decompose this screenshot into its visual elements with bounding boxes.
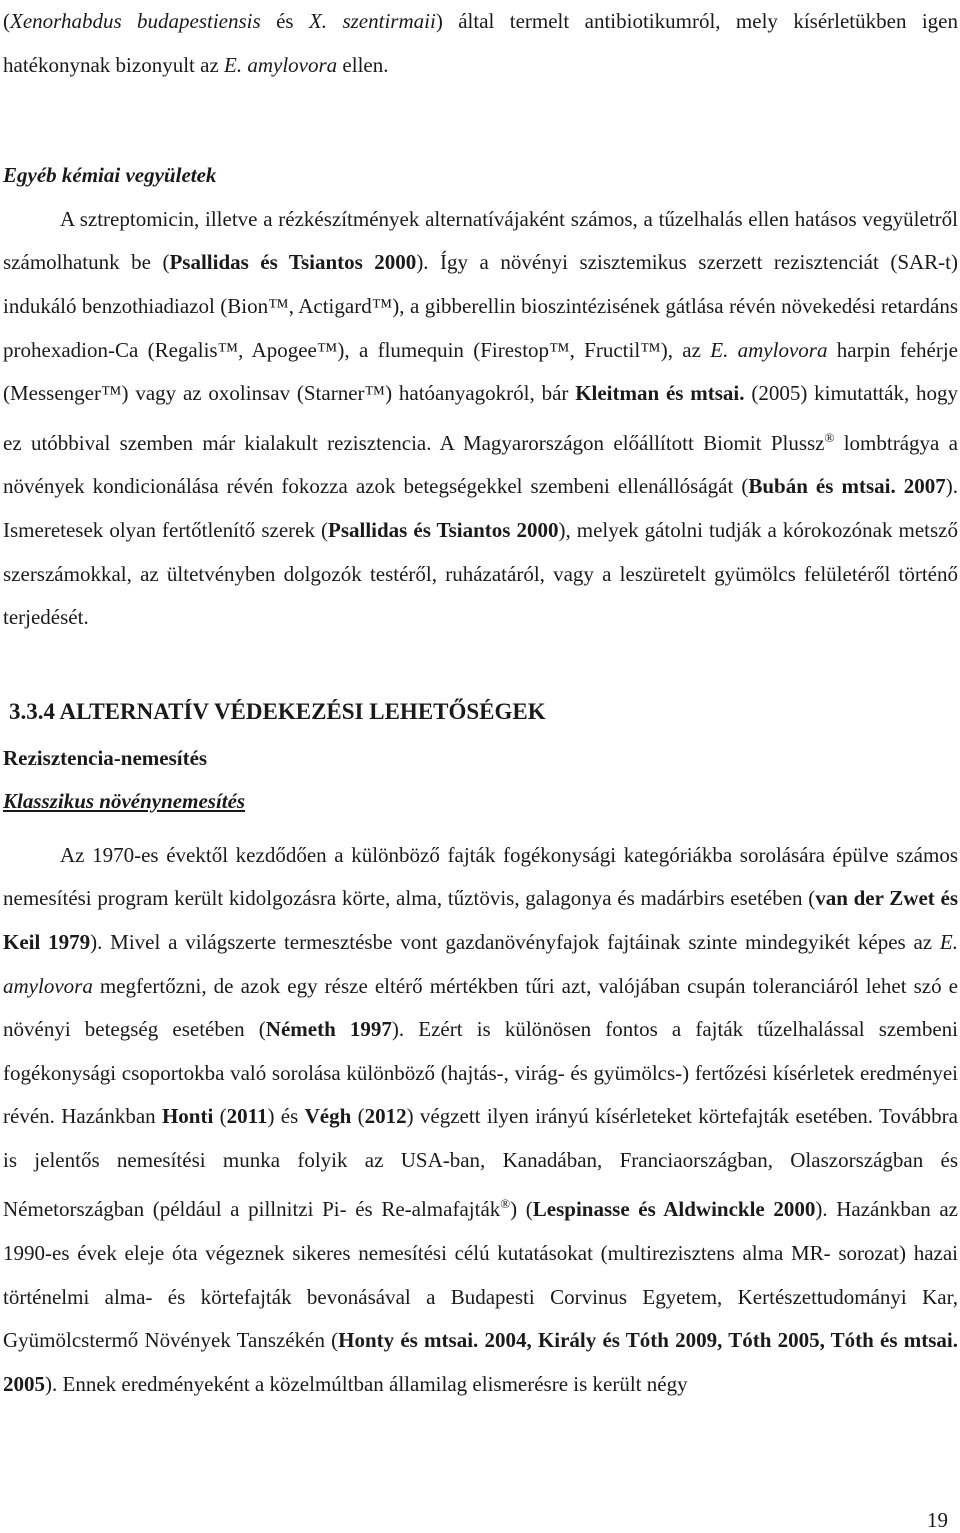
text: ). Ismeretesek olyan fertőtlenítő szerek ( bbox=[3, 474, 958, 542]
citation: Kleitman és mtsai. bbox=[575, 381, 745, 406]
subheading-resistance: Rezisztencia-nemesítés bbox=[3, 745, 208, 770]
text: megfertőzni, de azok egy része eltérő mértékben tűri azt, valójában csupán toleranciáról lehet szó e növényi betegség esetében ( bbox=[3, 973, 958, 1042]
italic-species: E. amylovora bbox=[710, 337, 828, 362]
text: ) végzett ilyen irányú kísérleteket körtefajták esetében. Továbbra is jelentős nemesítési munka folyik az USA-ban, Kanadában, Franciaországban, Olaszországban és Németországban (például a pillnitzi Pi- és Re-almafajták bbox=[3, 1104, 958, 1222]
italic-species: E. amylovora bbox=[224, 52, 338, 77]
citation: Bubán és mtsai. 2007 bbox=[748, 474, 946, 499]
text: lombtrágya a növények kondicionálása révén fokozza azok betegségekkel szembeni ellenállóságát ( bbox=[3, 430, 958, 499]
text: ), melyek gátolni tudják a kórokozónak metsző szerszámokkal, az ültetvényben dolgozók testéről, ruházatáról, vagy a leszüretelt gyümölcs felületéről történő terjedését. bbox=[3, 517, 958, 630]
citation: Németh 1997 bbox=[265, 1017, 392, 1042]
section-heading: 3.3.4 ALTERNATÍV VÉDEKEZÉSI LEHETŐSÉGEK bbox=[9, 698, 546, 724]
text: (2005) kimutatták, hogy ez utóbbival szemben már kialakult rezisztencia. A Magyarországon előállított Biomit Plussz bbox=[3, 381, 958, 455]
text: ellen. bbox=[337, 52, 389, 77]
text: ). Ennek eredményeként a közelmúltban államilag elismerésre is került négy bbox=[45, 1371, 688, 1396]
citation: 2011 bbox=[226, 1104, 268, 1129]
text: ( bbox=[351, 1104, 365, 1129]
document-page bbox=[3, 0, 958, 1406]
text: ). Hazánkban az 1990-es évek eleje óta végeznek sikeres nemesítési célú kutatásokat (multirezisztens alma MR- sorozat) hazai történelmi alma- és körtefajták bevonásával a Budapesti Corvinus Egyetem, Kertészettudományi Kar, Gyümölcstermő Növények Tanszékén ( bbox=[3, 1197, 958, 1353]
paragraph-intro bbox=[3, 0, 958, 87]
text: ). Így a növényi szisztemikus szerzett rezisztenciát (SAR-t) indukáló benzothiadiazol (Bion™, Actigard™), a gibberellin bioszintézisének gátlása révén növekedési retardáns prohexadion-Ca (Regalis™, Apogee™), a flumequin (Firestop™, Fructil™), az bbox=[3, 250, 958, 362]
citation: 2012 bbox=[364, 1104, 407, 1129]
paragraph-breeding bbox=[3, 834, 958, 1407]
text: ) ( bbox=[510, 1197, 533, 1222]
text: harpin fehérje (Messenger™) vagy az oxolinsav (Starner™) hatóanyagokról, bár bbox=[3, 337, 958, 406]
citation: Psallidas és Tsiantos 2000 bbox=[169, 250, 417, 275]
text: és bbox=[260, 9, 309, 33]
subheading-classic-breeding: Klasszikus növénynemesítés bbox=[3, 788, 246, 813]
text: ( bbox=[3, 9, 10, 33]
registered-mark: ® bbox=[824, 429, 835, 445]
text: Az 1970-es évektől kezdődően a különböző fajták fogékonysági kategóriákba sorolására épülve számos nemesítési program került kidolgozásra körte, alma, tűztövis, galagonya és madárbirs esetében ( bbox=[3, 842, 958, 911]
text: ). Ezért is különösen fontos a fajták tűzelhalással szembeni fogékonysági csoportokba való sorolása különböző (hajtás-, virág- és gyümölcs-) fertőzési kísérletek eredményei révén. Hazánkban bbox=[3, 1017, 958, 1129]
text: ) által termelt antibiotikumról, mely kísérletükben igen hatékonynak bizonyult az bbox=[3, 9, 959, 77]
citation: Psallidas és Tsiantos 2000 bbox=[328, 517, 559, 542]
citation: Lespinasse és Aldwinckle 2000 bbox=[532, 1197, 816, 1222]
citation: Végh bbox=[304, 1104, 352, 1129]
italic-species: Xenorhabdus budapestiensis bbox=[10, 9, 261, 33]
text: A sztreptomicin, illetve a rézkészítmények alternatívájaként számos, a tűzelhalás ellen hatásos vegyületről számolhatunk be ( bbox=[3, 206, 958, 275]
citation: Honty és mtsai. 2004, Király és Tóth 2009, Tóth 2005, Tóth és mtsai. 2005 bbox=[3, 1328, 958, 1396]
citation: van der Zwet és Keil 1979 bbox=[3, 886, 958, 954]
italic-species: E. amylovora bbox=[3, 929, 958, 998]
page-number: 19 bbox=[927, 1508, 948, 1532]
text: ). Mivel a világszerte termesztésbe vont gazdanövényfajok fajtáinak szinte mindegyikét képes az bbox=[90, 929, 940, 954]
text: ( bbox=[213, 1104, 227, 1129]
citation: Honti bbox=[161, 1104, 214, 1129]
registered-mark: ® bbox=[500, 1196, 511, 1212]
paragraph-chemicals bbox=[3, 198, 958, 640]
subheading-chemicals: Egyéb kémiai vegyületek bbox=[3, 163, 217, 188]
italic-species: X. szentirmaii bbox=[308, 9, 436, 33]
text: ) és bbox=[267, 1104, 305, 1129]
